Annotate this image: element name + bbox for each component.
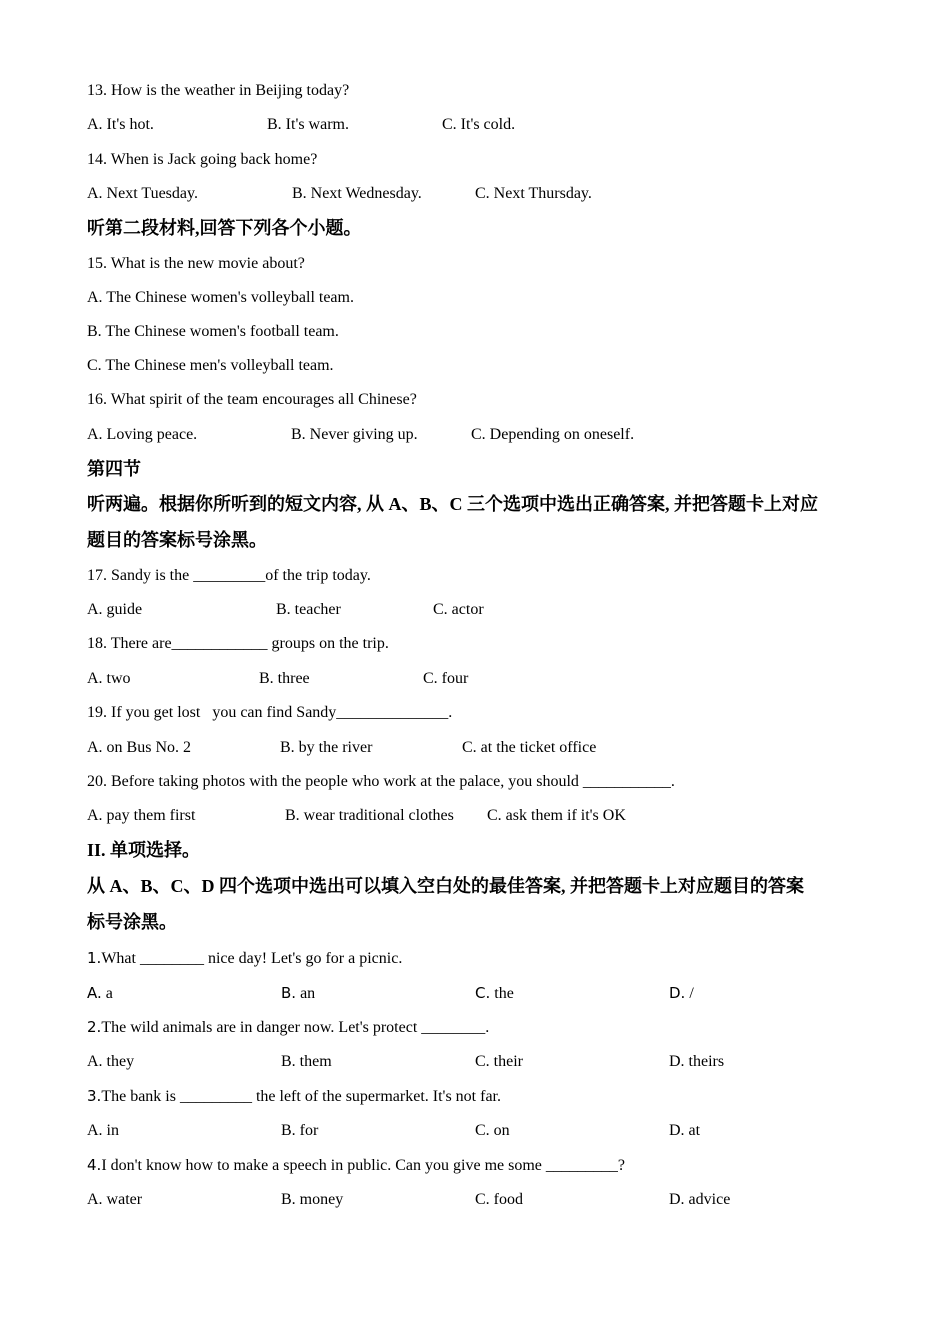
q18-option-a: A. two [87,670,131,687]
q15-option-b: B. The Chinese women's football team. [87,323,339,340]
part-4-title: 第四节 [87,459,141,479]
q17-option-c: C. actor [433,601,484,618]
part-4-instruction-line-1: 听两遍。根据你所听到的短文内容, 从 A、B、C 三个选项中选出正确答案, 并把答题卡上对应 [87,494,818,514]
single-choice-4-number: 4. [87,1156,102,1174]
s2-option-a: A. they [87,1053,135,1070]
s4-option-b: B. money [281,1191,344,1208]
s2-option-c: C. their [475,1053,523,1070]
section-ii-instruction-line-2: 标号涂黑。 [87,912,177,932]
section-2-heading: 听第二段材料,回答下列各个小题。 [87,218,362,238]
question-16: 16. What spirit of the team encourages all Chinese? [87,391,417,408]
section-ii-instruction-line-1: 从 A、B、C、D 四个选项中选出可以填入空白处的最佳答案, 并把答题卡上对应题目的答案 [87,876,804,896]
s1-option-a: A. a [87,984,113,1002]
s2-option-d: D. theirs [669,1053,725,1070]
q19-option-c: C. at the ticket office [462,739,597,756]
q17-option-a: A. guide [87,601,143,618]
single-choice-2-text: The wild animals are in danger now. Let's protect ________. [101,1019,490,1036]
section-ii-title: II. 单项选择。 [87,840,201,860]
s1-option-b: B. an [281,984,316,1002]
q13-option-c: C. It's cold. [442,116,516,133]
single-choice-2 [87,1017,489,1038]
q15-option-c: C. The Chinese men's volleyball team. [87,357,334,374]
q20-option-c: C. ask them if it's OK [487,807,626,824]
q20-option-a: A. pay them first [87,807,196,824]
q19-option-a: A. on Bus No. 2 [87,739,192,756]
q14-option-c: C. Next Thursday. [475,185,592,202]
q19-option-b: B. by the river [280,739,373,756]
s3-option-b: B. for [281,1122,319,1139]
single-choice-1 [87,948,402,969]
single-choice-3-number: 3. [87,1087,102,1105]
q17-option-b: B. teacher [276,601,341,618]
q20-option-b: B. wear traditional clothes [285,807,454,824]
question-14: 14. When is Jack going back home? [87,151,318,168]
part-4-instruction-line-2: 题目的答案标号涂黑。 [87,530,267,550]
single-choice-4-text: I don't know how to make a speech in public. Can you give me some _________? [101,1157,625,1174]
s2-option-b: B. them [281,1053,332,1070]
q13-option-a: A. It's hot. [87,116,154,133]
s3-option-d: D. at [669,1122,701,1139]
s4-option-c: C. food [475,1191,523,1208]
question-17: 17. Sandy is the _________of the trip today. [87,567,371,584]
q18-option-b: B. three [259,670,310,687]
question-20: 20. Before taking photos with the people who work at the palace, you should ___________. [87,773,675,790]
single-choice-1-text: What ________ nice day! Let's go for a picnic. [101,950,403,967]
question-15: 15. What is the new movie about? [87,255,305,272]
s4-option-d: D. advice [669,1191,731,1208]
question-19: 19. If you get lost you can find Sandy______________. [87,704,453,721]
single-choice-3-text: The bank is _________ the left of the supermarket. It's not far. [101,1088,501,1105]
q16-option-b: B. Never giving up. [291,426,418,443]
q14-option-b: B. Next Wednesday. [292,185,422,202]
q16-option-c: C. Depending on oneself. [471,426,635,443]
s3-option-a: A. in [87,1122,119,1139]
single-choice-4 [87,1155,625,1176]
question-18: 18. There are____________ groups on the trip. [87,635,389,652]
q15-option-a: A. The Chinese women's volleyball team. [87,289,354,306]
q13-option-b: B. It's warm. [267,116,349,133]
s4-option-a: A. water [87,1191,143,1208]
single-choice-3 [87,1086,501,1107]
single-choice-2-number: 2. [87,1018,102,1036]
s1-option-c: C. the [475,984,514,1002]
single-choice-1-number: 1. [87,949,102,967]
q14-option-a: A. Next Tuesday. [87,185,198,202]
q18-option-c: C. four [423,670,469,687]
q16-option-a: A. Loving peace. [87,426,198,443]
s3-option-c: C. on [475,1122,510,1139]
question-13: 13. How is the weather in Beijing today? [87,82,350,99]
s1-option-d: D. / [669,984,694,1002]
